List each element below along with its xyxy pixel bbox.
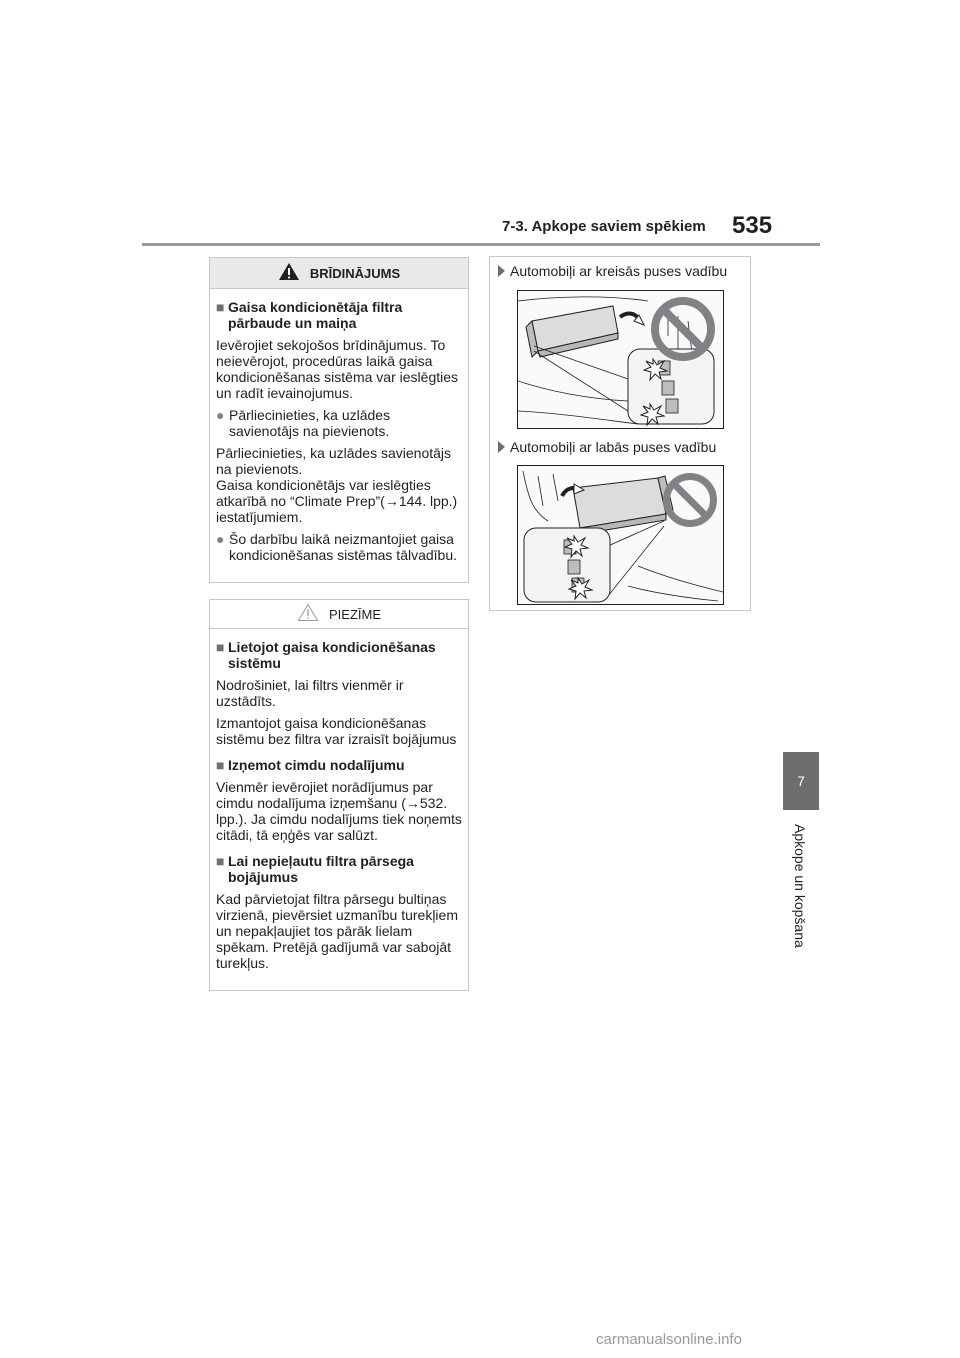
chapter-side-label (770, 824, 830, 964)
notice-box-header (210, 600, 468, 629)
caption-arrow-icon (498, 441, 505, 453)
notice-title: PIEZĪME (328, 606, 381, 622)
warning-title: BRĪDINĀJUMS (309, 265, 401, 281)
chapter-tab: 7 (783, 752, 819, 810)
notice-triangle-icon (297, 603, 319, 625)
warning-intro: Ievērojiet sekojošos brīdinājumus. To neievērojot, procedūras laikā gaisa kondicionēšanas sistēma var ieslēgties un radīt ievainojumus. (216, 337, 459, 401)
chapter-title: Apkope un kopšana (792, 824, 808, 948)
caption-arrow-icon (498, 265, 505, 277)
notice-heading: ■ Lai nepieļautu filtra pārsega bojājumus (216, 853, 414, 885)
warning-paragraph: Pārliecinieties, ka uzlādes savienotājs na pievienots. Gaisa kondicionētājs var ieslēgties atkarībā no “Climate Prep”(→144. lpp.) iestatījumiem. (216, 445, 458, 525)
warning-heading: ■ Gaisa kondicionētāja filtra pārbaude un maiņa (216, 299, 403, 331)
watermark: carmanualsonline.info (596, 1331, 742, 1348)
notice-paragraph: Izmantojot gaisa kondicionēšanas sistēmu bez filtra var izraisīt bojājumus (216, 715, 457, 747)
notice-paragraph: Vienmēr ievērojiet norādījumus par cimdu nodalījuma izņemšanu (→532. lpp.). Ja cimdu nodalījums tiek noņemts citādi, tā eņģēs var salūzt. (216, 779, 462, 843)
lhd-caption: Automobiļi ar kreisās puses vadību (498, 263, 727, 279)
warning-bullet: ● Šo darbību laikā neizmantojiet gaisa kondicionēšanas sistēmas tālvadību. (216, 531, 458, 563)
warning-box-header (210, 258, 468, 289)
page-number: 535 (732, 212, 773, 239)
warning-triangle-icon (278, 262, 300, 284)
notice-box (209, 599, 469, 991)
notice-paragraph: Kad pārvietojat filtra pārsegu bultiņas virzienā, pievērsiet uzmanību turekļiem un nepakļaujiet tos pārāk lielam spēkam. Pretējā gadījumā var sabojāt turekļus. (216, 891, 458, 971)
prohibited-icon (662, 472, 718, 528)
warning-bullet: ● Pārliecinieties, ka uzlādes savienotājs na pievienots. (216, 407, 391, 439)
notice-paragraph: Nodrošiniet, lai filtrs vienmēr ir uzstādīts. (216, 677, 404, 709)
lhd-caption: Automobiļi ar labās puses vadību (498, 439, 716, 455)
prohibited-icon (650, 296, 716, 362)
notice-heading: ■ Lietojot gaisa kondicionēšanas sistēmu (216, 639, 436, 671)
warning-box (209, 257, 469, 583)
notice-heading: ■ Izņemot cimdu nodalījumu (216, 757, 405, 773)
section-title: 7-3. Apkope saviem spēkiem (502, 218, 706, 235)
header-rule (142, 243, 820, 246)
